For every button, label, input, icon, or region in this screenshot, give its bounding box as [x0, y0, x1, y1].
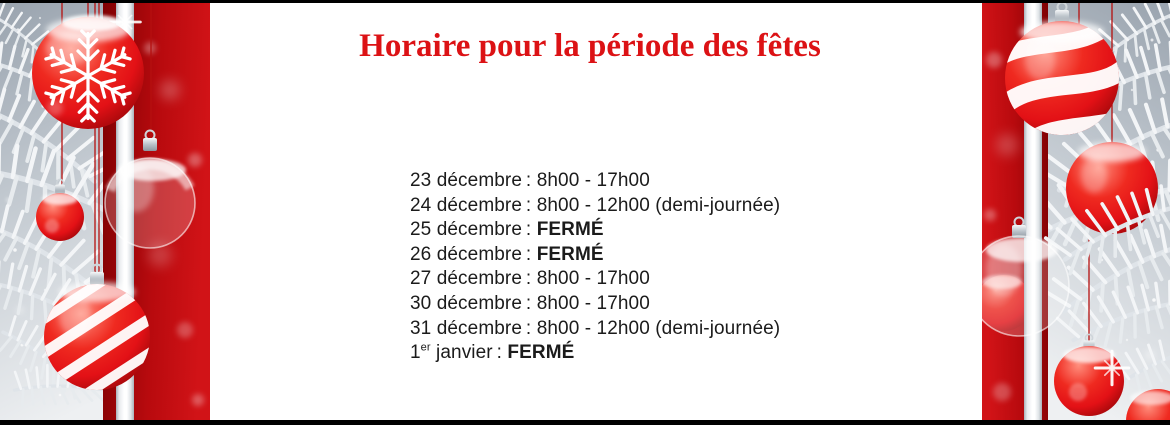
schedule-separator: :	[492, 342, 508, 364]
bottom-border-bar	[0, 420, 1170, 425]
schedule-status: 8h00 - 17h00	[536, 292, 650, 314]
schedule-status: FERMÉ	[536, 243, 604, 265]
schedule-list	[410, 169, 780, 366]
schedule-row	[410, 194, 780, 219]
top-border-bar	[0, 0, 1170, 3]
schedule-separator: :	[522, 194, 537, 216]
schedule-row	[410, 169, 780, 194]
schedule-status: FERMÉ	[536, 219, 604, 241]
right-ornament-panel	[982, 0, 1170, 425]
schedule-date-tail: janvier	[430, 342, 493, 364]
schedule-date: 24 décembre	[410, 194, 523, 216]
schedule-date: 31 décembre	[410, 317, 523, 339]
schedule-row	[410, 292, 780, 317]
snowflake-bauble-icon	[32, 15, 144, 129]
page-title: Horaire pour la période des fêtes	[359, 28, 821, 64]
schedule-status: 8h00 - 12h00 (demi-journée)	[536, 194, 781, 216]
schedule-row	[410, 218, 780, 243]
schedule-status: 8h00 - 12h00 (demi-journée)	[536, 317, 781, 339]
schedule-row	[410, 341, 780, 366]
schedule-status: 8h00 - 17h00	[536, 268, 650, 290]
schedule-row	[410, 243, 780, 268]
schedule-date: 27 décembre	[410, 268, 523, 290]
schedule-date: 26 décembre	[410, 243, 523, 265]
schedule-separator: :	[522, 243, 537, 265]
schedule-separator: :	[522, 268, 537, 290]
schedule-status: 8h00 - 17h00	[536, 170, 650, 191]
schedule-date-sup: er	[420, 341, 431, 354]
schedule-status: FERMÉ	[507, 342, 575, 364]
schedule-row	[410, 267, 780, 292]
schedule-separator: :	[522, 317, 537, 339]
christmas-ornaments-left	[0, 0, 210, 425]
christmas-ornaments-right	[982, 0, 1170, 425]
left-ornament-panel	[0, 0, 210, 425]
schedule-separator: :	[522, 170, 537, 191]
schedule-date: 25 décembre	[410, 219, 523, 241]
schedule-separator: :	[522, 292, 537, 314]
schedule-separator: :	[522, 219, 537, 241]
schedule-row	[410, 317, 780, 342]
schedule-date: 23 décembre	[410, 170, 523, 191]
schedule-date: 30 décembre	[410, 292, 523, 314]
schedule-date: 1	[410, 342, 421, 364]
